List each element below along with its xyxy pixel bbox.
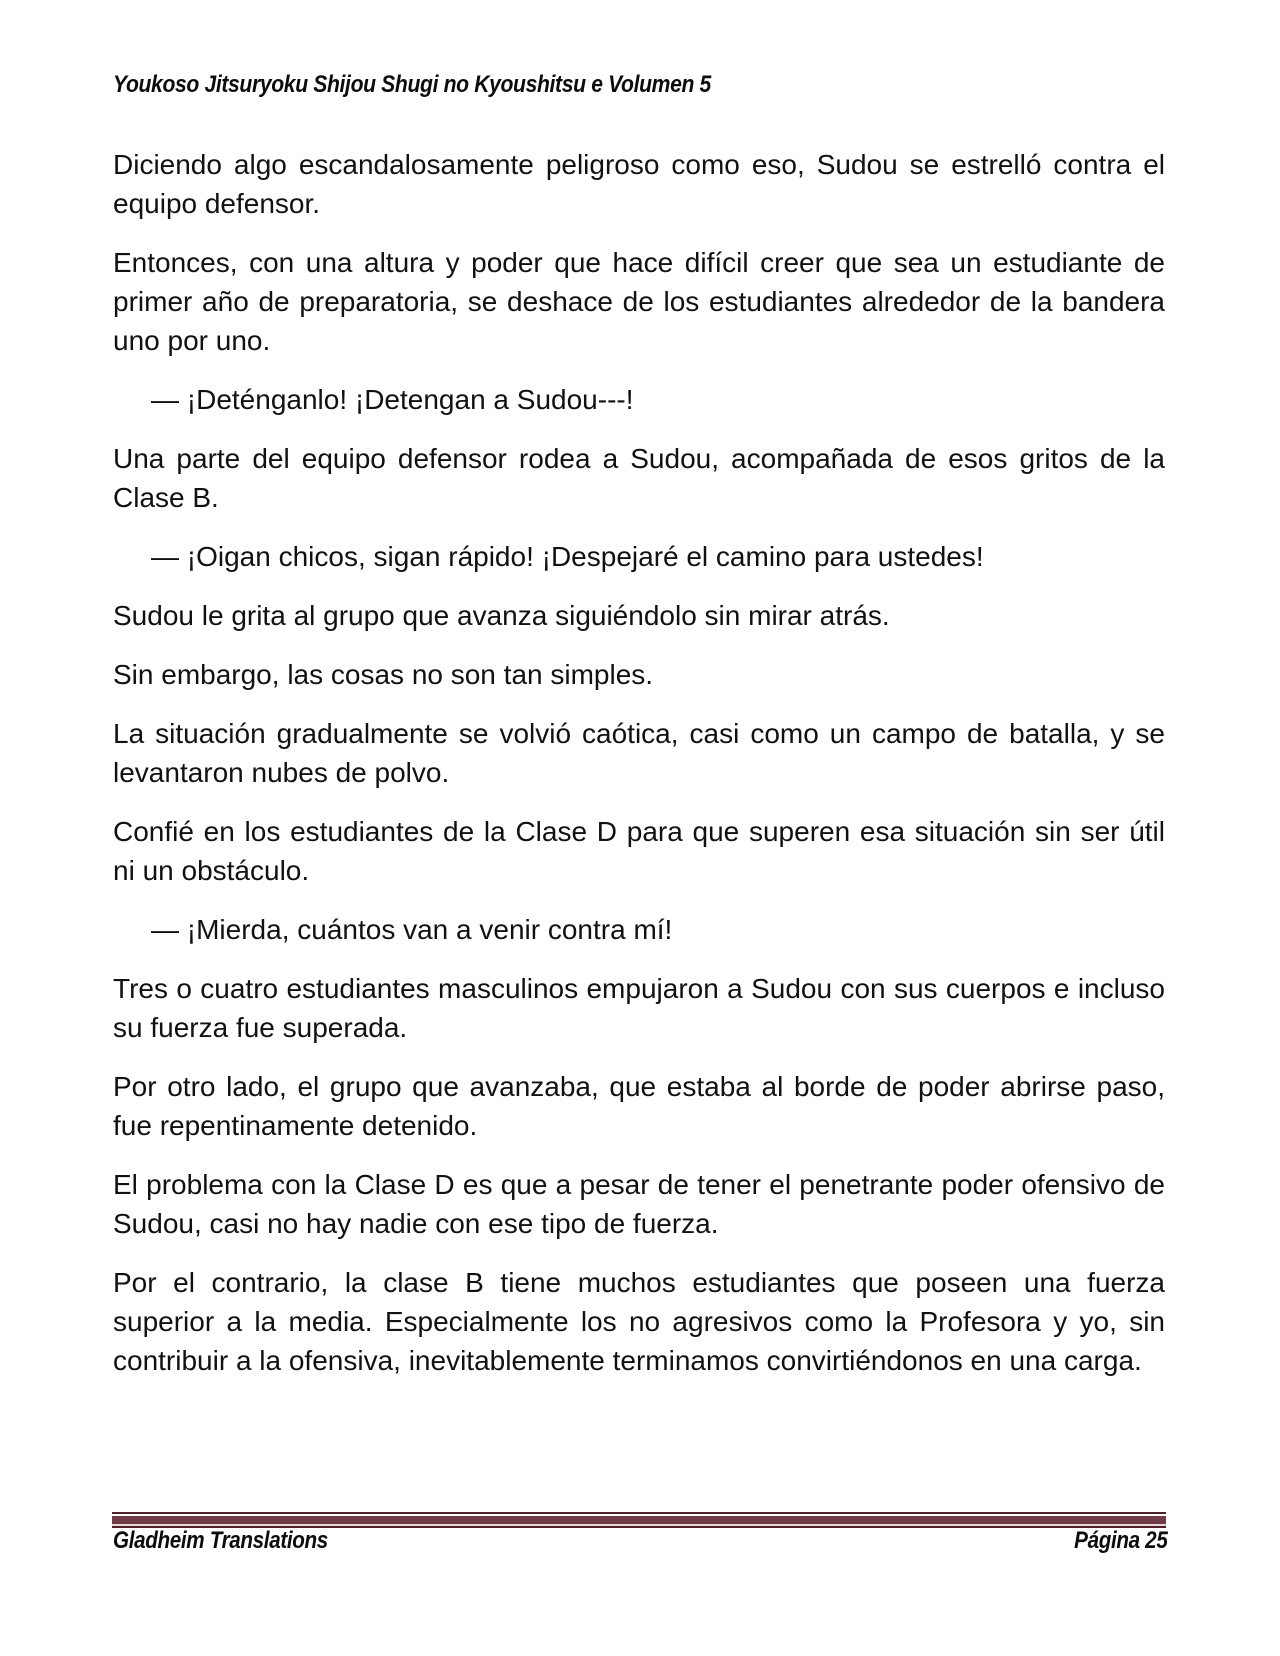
paragraph: Por el contrario, la clase B tiene muchos estudiantes que poseen una fuerza superior a la media. Especialmente los no agresivos como la Profesora y yo, sin contribuir a la ofensiva, inevitablemente terminamos convirtiéndonos en una carga. xyxy=(113,1267,1165,1376)
footer-page-wrap xyxy=(1059,1527,1167,1555)
paragraph: Una parte del equipo defensor rodea a Sudou, acompañada de esos gritos de la Clase B. xyxy=(113,443,1165,513)
paragraph: Sin embargo, las cosas no son tan simples. xyxy=(113,659,654,690)
paragraph: La situación gradualmente se volvió caótica, casi como un campo de batalla, y se levantaron nubes de polvo. xyxy=(113,718,1165,788)
dialogue-line: — ¡Deténganlo! ¡Detengan a Sudou---! xyxy=(151,384,634,415)
paragraph: Confié en los estudiantes de la Clase D para que superen esa situación sin ser útil ni un obstáculo. xyxy=(113,816,1165,886)
divider-thick-band xyxy=(112,1516,1166,1524)
paragraph: Por otro lado, el grupo que avanzaba, que estaba al borde de poder abrirse paso, fue repentinamente detenido. xyxy=(113,1071,1165,1141)
page-footer xyxy=(113,1527,1167,1555)
body-text xyxy=(113,145,1165,1400)
paragraph: Sudou le grita al grupo que avanza siguiéndolo sin mirar atrás. xyxy=(113,600,890,631)
dialogue-line: — ¡Mierda, cuántos van a venir contra mí! xyxy=(151,914,673,945)
paragraph: Entonces, con una altura y poder que hace difícil creer que sea un estudiante de primer año de preparatoria, se deshace de los estudiantes alrededor de la bandera uno por uno. xyxy=(113,247,1165,356)
paragraph: Diciendo algo escandalosamente peligroso como eso, Sudou se estrelló contra el equipo defensor. xyxy=(113,149,1165,219)
page-header xyxy=(113,71,793,99)
paragraph: Tres o cuatro estudiantes masculinos empujaron a Sudou con sus cuerpos e incluso su fuerza fue superada. xyxy=(113,973,1165,1043)
footer-divider xyxy=(112,1512,1166,1528)
paragraph: El problema con la Clase D es que a pesar de tener el penetrante poder ofensivo de Sudou, casi no hay nadie con ese tipo de fuerza. xyxy=(113,1169,1165,1239)
dialogue-line: — ¡Oigan chicos, sigan rápido! ¡Despejaré el camino para ustedes! xyxy=(151,541,984,572)
volume-title: Youkoso Jitsuryoku Shijou Shugi no Kyoushitsu e Volumen 5 xyxy=(113,71,711,98)
page-number: Página 25 xyxy=(1073,1527,1167,1554)
translator-credit: Gladheim Translations xyxy=(113,1527,328,1554)
footer-credit-wrap xyxy=(113,1527,363,1555)
